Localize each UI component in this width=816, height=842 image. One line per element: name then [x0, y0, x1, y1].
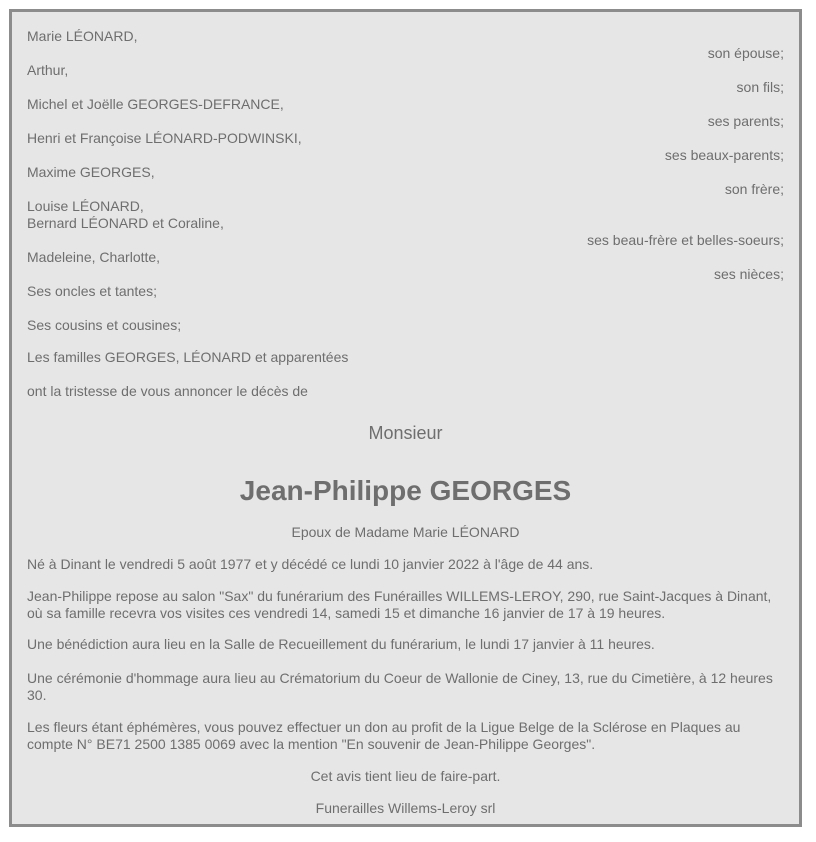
relation-nieces: ses nièces;	[713, 266, 784, 282]
relation-frere: son frère;	[724, 181, 784, 197]
death-notice	[9, 9, 802, 827]
honorific-title: Monsieur	[368, 423, 443, 443]
family-line-maxime: Maxime GEORGES,	[27, 164, 155, 180]
relation-fils: son fils;	[736, 79, 784, 95]
family-line-familles: Les familles GEORGES, LÉONARD et apparentées	[27, 349, 349, 365]
spouse-line: Epoux de Madame Marie LÉONARD	[291, 524, 520, 540]
relation-epouse: son épouse;	[707, 45, 784, 61]
deceased-name: Jean-Philippe GEORGES	[239, 475, 572, 506]
family-line-bernard: Bernard LÉONARD et Coraline,	[27, 215, 224, 231]
fleurs-paragraph: Les fleurs étant éphémères, vous pouvez effectuer un don au profit de la Ligue Belge de la Sclérose en Plaques au compte N° BE71 2500 1385 0069 avec la mention "En souvenir de Jean-Philippe Georges".	[27, 719, 741, 752]
family-line-michel: Michel et Joëlle GEORGES-DEFRANCE,	[27, 96, 284, 112]
company-signature: Funerailles Willems-Leroy srl	[315, 800, 496, 816]
faire-part-line: Cet avis tient lieu de faire-part.	[310, 768, 501, 784]
birth-death-paragraph: Né à Dinant le vendredi 5 août 1977 et y décédé ce lundi 10 janvier 2022 à l'âge de 44 ans.	[27, 556, 594, 572]
family-line-marie: Marie LÉONARD,	[27, 28, 138, 44]
family-line-arthur: Arthur,	[27, 62, 69, 78]
relation-beaux-parents: ses beaux-parents;	[664, 147, 784, 163]
family-line-madeleine: Madeleine, Charlotte,	[27, 249, 161, 265]
repose-paragraph: Jean-Philippe repose au salon "Sax" du funérarium des Funérailles WILLEMS-LEROY, 290, rue Saint-Jacques à Dinant, où sa famille recevra vos visites ces vendredi 14, samedi 15 et dimanche 16 janvier de 17 à 19 heures.	[27, 588, 772, 621]
family-line-cousins: Ses cousins et cousines;	[27, 317, 182, 333]
family-line-henri: Henri et Françoise LÉONARD-PODWINSKI,	[27, 130, 302, 146]
family-line-louise: Louise LÉONARD,	[27, 198, 144, 214]
benediction-paragraph: Une bénédiction aura lieu en la Salle de Recueillement du funérarium, le lundi 17 janvier à 11 heures.	[27, 636, 655, 652]
relation-beau-frere: ses beau-frère et belles-soeurs;	[587, 232, 784, 248]
family-line-oncles: Ses oncles et tantes;	[27, 283, 157, 299]
announcement-intro: ont la tristesse de vous annoncer le décès de	[27, 383, 308, 399]
relation-parents: ses parents;	[707, 113, 784, 129]
ceremonie-paragraph: Une cérémonie d'hommage aura lieu au Crématorium du Coeur de Wallonie de Ciney, 13, rue du Cimetière, à 12 heures 30.	[27, 670, 773, 703]
